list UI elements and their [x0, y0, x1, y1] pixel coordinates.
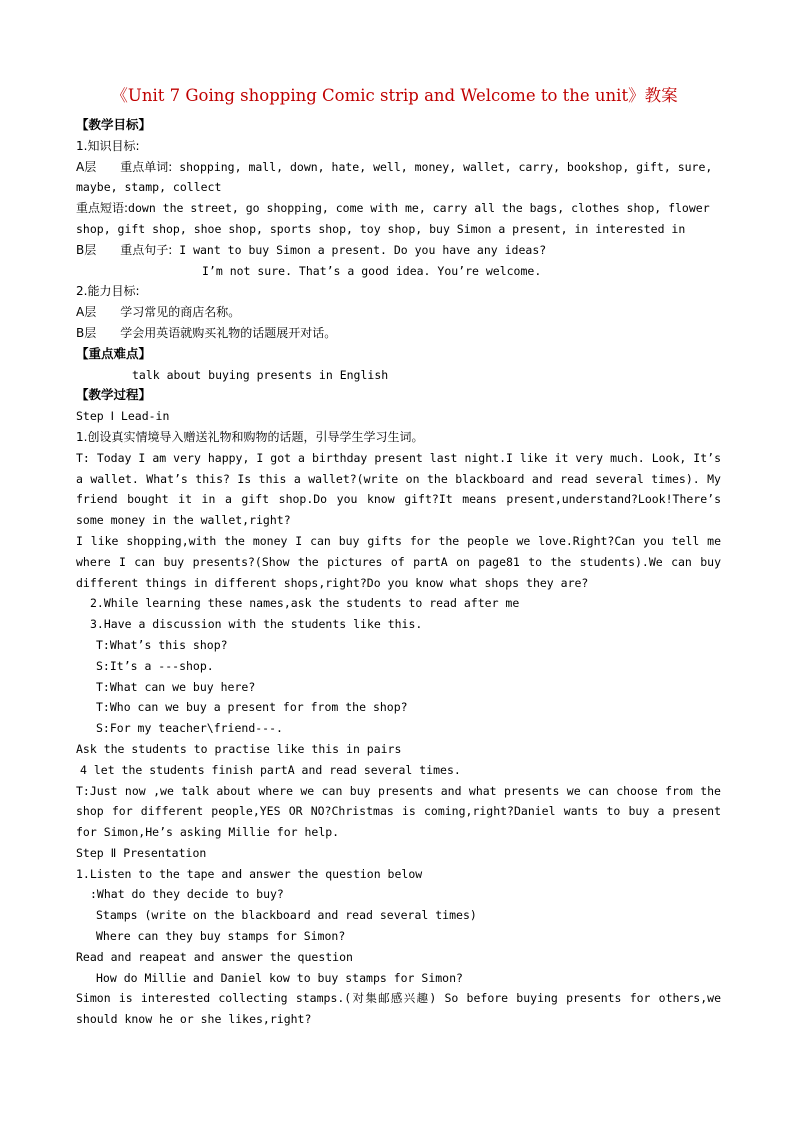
- section-heading-process: 【教学过程】: [76, 387, 152, 403]
- ability-level-b-text: 学会用英语就购买礼物的话题展开对话。: [120, 325, 337, 340]
- step-2-item-1: 1.Listen to the tape and answer the question below: [76, 866, 423, 881]
- key-words-label: 重点单词:: [120, 159, 173, 174]
- key-phrases-text-1: down the street, go shopping, come with me, carry all the bags, clothes shop, flower: [128, 201, 710, 216]
- key-words-text-1: shopping, mall, down, hate, well, money, wallet, carry, bookshop, gift, sure,: [179, 159, 713, 174]
- key-sentences-text-1: I want to buy Simon a present. Do you have any ideas?: [179, 242, 547, 257]
- teacher-paragraph-4: Simon is interested collecting stamps.(对集邮感兴趣) So before buying presents for others,we should know he or she likes,right?: [76, 991, 721, 1027]
- key-words-line-1: [76, 157, 721, 178]
- dialogue-line-3: T:What can we buy here?: [96, 679, 256, 694]
- dialogue-line-4: T:Who can we buy a present for from the shop?: [96, 700, 408, 715]
- lesson-plan-page: [76, 84, 721, 1030]
- key-words-text-2: maybe, stamp, collect: [76, 180, 222, 195]
- ability-level-b: [76, 323, 721, 344]
- teacher-paragraph-3: T:Just now ,we talk about where we can buy presents and what presents we can choose from the shop for different people,YES OR NO?Christmas is coming,right?Daniel wants to buy a present for Simon,He’s asking Millie for help.: [76, 783, 721, 840]
- read-repeat-instruction: Read and reapeat and answer the question: [76, 949, 353, 964]
- pair-practice-instruction: Ask the students to practise like this in pairs: [76, 741, 402, 756]
- step-2-heading: Step Ⅱ Presentation: [76, 845, 207, 860]
- key-points-text: talk about buying presents in English: [132, 367, 389, 382]
- key-phrases-line-1: [76, 198, 721, 219]
- level-b-label: B层: [76, 242, 97, 257]
- key-sentences-text-2: I’m not sure. That’s a good idea. You’re welcome.: [202, 263, 542, 278]
- dialogue-line-2: S:It’s a ---shop.: [96, 658, 214, 673]
- dialogue-line-1: T:What’s this shop?: [96, 637, 228, 652]
- step-1-item-1: 1.创设真实情境导入赠送礼物和购物的话题，引导学生学习生词。: [76, 429, 424, 444]
- step-1-item-2: 2.While learning these names,ask the students to read after me: [90, 596, 520, 611]
- key-sentences-label: 重点句子:: [120, 242, 173, 257]
- question-2: Where can they buy stamps for Simon?: [96, 929, 346, 944]
- question-3: How do Millie and Daniel kow to buy stamps for Simon?: [96, 970, 463, 985]
- teacher-paragraph-1: T: Today I am very happy, I got a birthday present last night.I like it very much. Look, It’s a wallet. What’s this? Is this a wallet?(write on the blackboard and read several times). My friend bought it in a gift shop.Do you know gift?It means present,understand?Look!There’s some money in the wallet,right?: [76, 450, 721, 528]
- section-heading-objectives: 【教学目标】: [76, 117, 152, 132]
- step-1-item-3: 3.Have a discussion with the students like this.: [90, 617, 423, 632]
- ability-level-a-text: 学习常见的商店名称。: [120, 305, 241, 320]
- key-phrases-label: 重点短语:: [76, 201, 129, 216]
- dialogue-line-5: S:For my teacher\friend---.: [96, 721, 283, 736]
- question-1-answer: Stamps (write on the blackboard and read several times): [96, 908, 477, 923]
- question-1: :What do they decide to buy?: [90, 887, 284, 902]
- ability-level-b-label: B层: [76, 325, 97, 340]
- step-1-item-4: 4 let the students finish partA and read several times.: [80, 762, 461, 777]
- ability-level-a: [76, 302, 721, 323]
- key-phrases-text-2: shop, gift shop, shoe shop, sports shop, toy shop, buy Simon a present, in interested in: [76, 221, 686, 236]
- knowledge-objectives-heading: 1.知识目标:: [76, 138, 140, 153]
- section-heading-key-points: 【重点难点】: [76, 345, 152, 361]
- level-a-label: A层: [76, 159, 97, 174]
- ability-level-a-label: A层: [76, 305, 97, 320]
- key-sentences-line-1: [76, 240, 721, 261]
- teacher-paragraph-2: I like shopping,with the money I can buy gifts for the people we love.Right?Can you tell me where I can buy presents?(Show the pictures of partA on page81 to the students).We can buy different things in different shops,right?Do you know what shops they are?: [76, 533, 721, 590]
- ability-objectives-heading: 2.能力目标:: [76, 284, 140, 299]
- step-1-heading: Step Ⅰ Lead-in: [76, 409, 170, 424]
- document-title: 《Unit 7 Going shopping Comic strip and Welcome to the unit》教案: [111, 86, 678, 105]
